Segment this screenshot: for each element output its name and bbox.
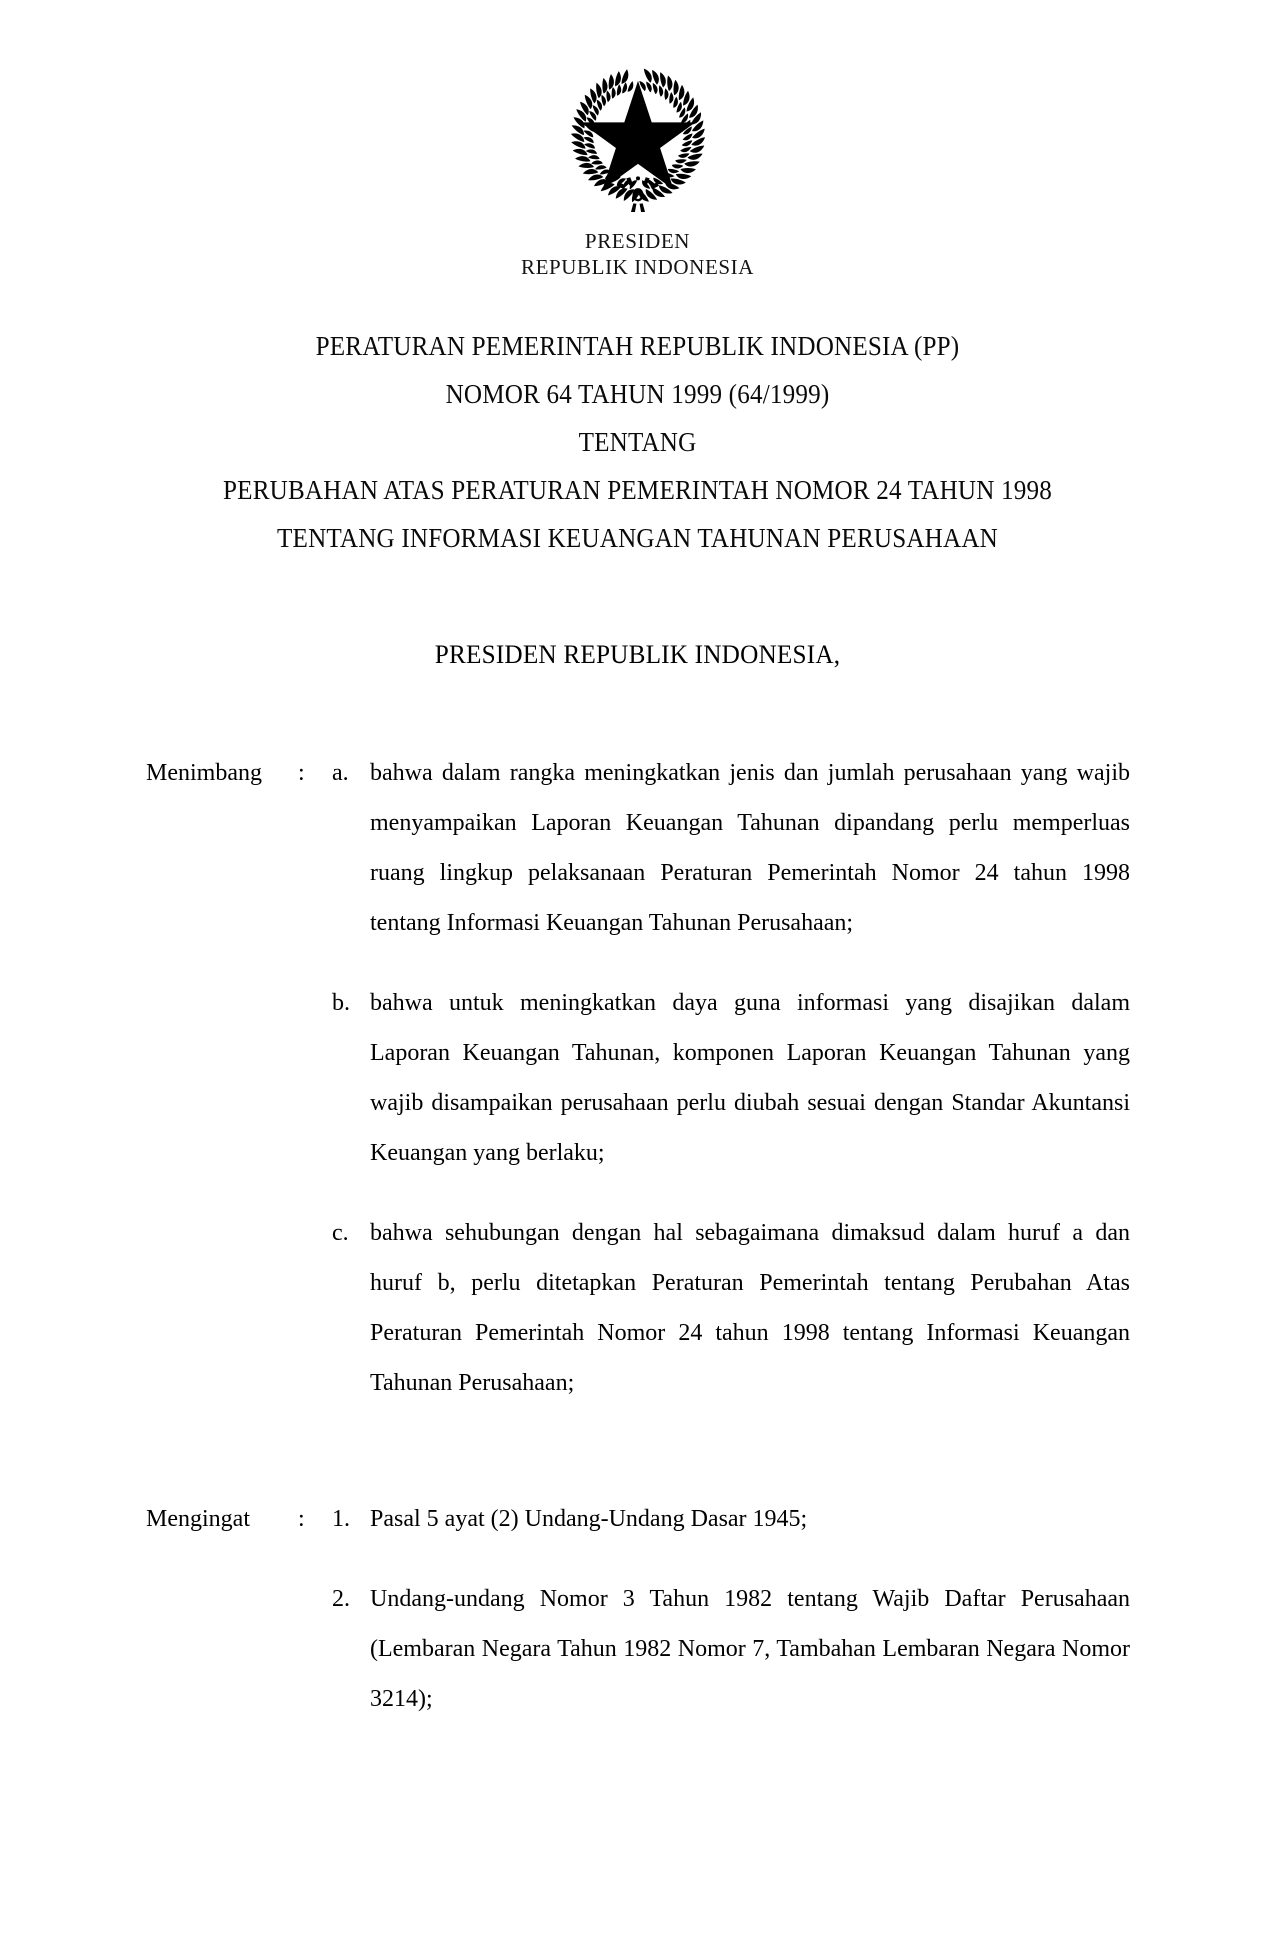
indonesian-star-wreath-emblem-icon <box>560 48 716 212</box>
clause-marker-c: c. <box>332 1220 349 1246</box>
issuing-authority-subtitle: PRESIDEN REPUBLIK INDONESIA, <box>434 640 841 669</box>
header-caption-line-2: REPUBLIK INDONESIA <box>520 255 755 279</box>
clause-marker-2: 2. <box>332 1586 350 1612</box>
menimbang-section <box>146 748 1130 1408</box>
section-colon: : <box>298 760 305 786</box>
header-caption-line-1: PRESIDEN <box>584 229 691 253</box>
title-line-tentang: TENTANG <box>578 427 697 457</box>
section-label-mengingat: Mengingat <box>146 1506 250 1532</box>
clause-marker-1: 1. <box>332 1506 350 1532</box>
mengingat-section <box>146 1494 1130 1724</box>
clause-row <box>146 748 1130 948</box>
title-line-regulation-type: PERATURAN PEMERINTAH REPUBLIK INDONESIA (PP) <box>315 331 960 361</box>
clause-marker-b: b. <box>332 990 350 1016</box>
header-caption <box>0 228 1275 280</box>
clause-text-a: bahwa dalam rangka meningkatkan jenis dan jumlah perusahaan yang wajib menyampaikan Laporan Keuangan Tahunan dipandang perlu memperluas ruang lingkup pelaksanaan Peraturan Pemerintah Nomor 24 tahun 1998 tentang Informasi Keuangan Tahunan Perusahaan; <box>370 760 1130 936</box>
clause-row <box>146 1574 1130 1724</box>
clause-text-2: Undang-undang Nomor 3 Tahun 1982 tentang Wajib Daftar Perusahaan (Lembaran Negara Tahun 1982 Nomor 7, Tambahan Lembaran Negara Nomor 3214); <box>370 1586 1130 1712</box>
title-line-subject-2: TENTANG INFORMASI KEUANGAN TAHUNAN PERUSAHAAN <box>277 523 998 553</box>
clause-text-b: bahwa untuk meningkatkan daya guna informasi yang disajikan dalam Laporan Keuangan Tahunan, komponen Laporan Keuangan Tahunan yang wajib disampaikan perusahaan perlu diubah sesuai dengan Standar Akuntansi Keuangan yang berlaku; <box>370 990 1130 1166</box>
section-label-menimbang: Menimbang <box>146 760 262 786</box>
clause-marker-a: a. <box>332 760 349 786</box>
clause-text-1: Pasal 5 ayat (2) Undang-Undang Dasar 1945; <box>370 1506 808 1532</box>
title-line-subject-1: PERUBAHAN ATAS PERATURAN PEMERINTAH NOMOR 24 TAHUN 1998 <box>223 475 1052 505</box>
clause-row <box>146 978 1130 1178</box>
section-colon: : <box>298 1506 305 1532</box>
star-shape <box>580 81 695 190</box>
clause-text-c: bahwa sehubungan dengan hal sebagaimana dimaksud dalam huruf a dan huruf b, perlu ditetapkan Peraturan Pemerintah tentang Perubahan Atas Peraturan Pemerintah Nomor 24 tahun 1998 tentang Informasi Keuangan Tahunan Perusahaan; <box>370 1220 1130 1396</box>
clause-row <box>146 1208 1130 1408</box>
document-title-block <box>0 322 1275 562</box>
title-line-number: NOMOR 64 TAHUN 1999 (64/1999) <box>445 379 830 409</box>
clause-row <box>146 1494 1130 1544</box>
emblem-block <box>0 48 1275 217</box>
